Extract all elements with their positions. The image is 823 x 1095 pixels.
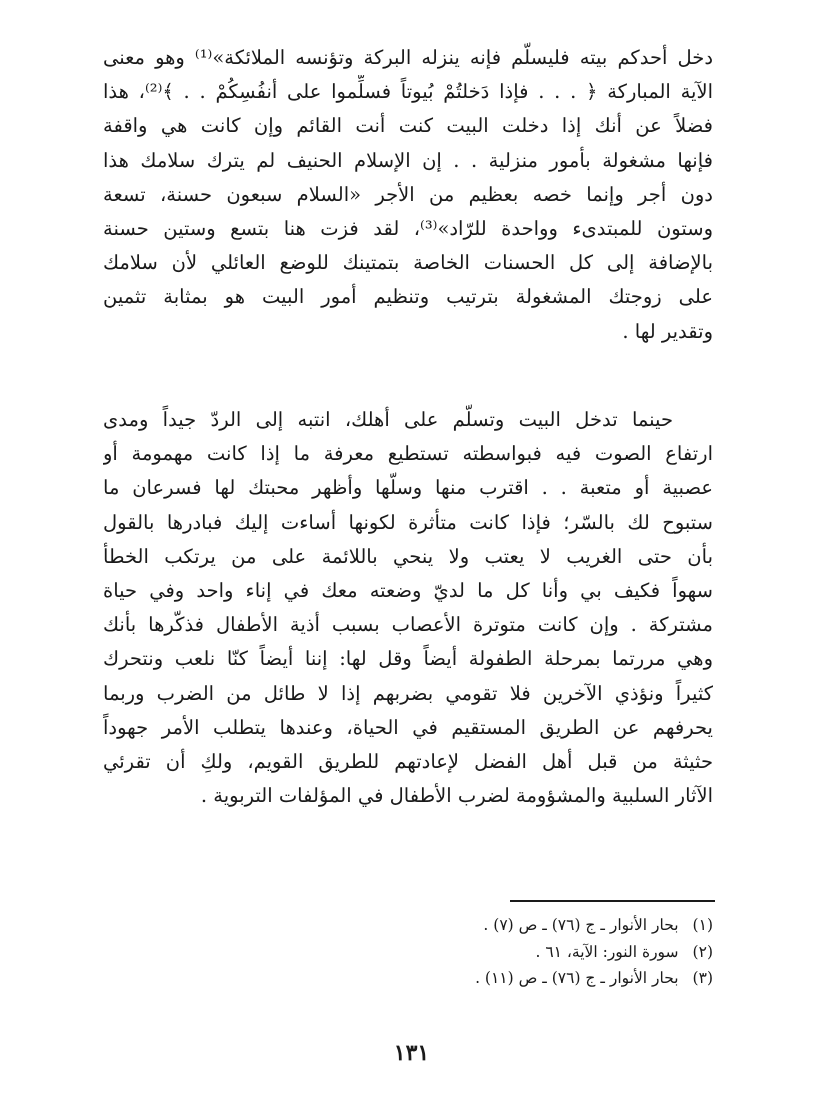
footnote-text: بحار الأنوار ـ ج (٧٦) ـ ص (١١) . (475, 969, 679, 987)
footnotes (313, 912, 713, 992)
footnote-text: بحار الأنوار ـ ج (٧٦) ـ ص (٧) . (483, 916, 679, 934)
text-line: ارتفاع الصوت فيه فبواسطته تستطيع معرفة ما إذا كانت مهمومة أو (103, 442, 713, 466)
text-line: بأن حتى الغريب لا يعتب ولا ينحي باللائمة على من يرتكب الخطأ (103, 544, 713, 568)
footnote-number: (٢) (692, 942, 713, 961)
text-line: دون أجر وإنما خصه بعظيم من الأجر «السلام سبعون حسنة، تسعة (103, 182, 713, 206)
text-line: على زوجتك المشغولة بترتيب وتنظيم أمور البيت هو بمثابة تثمين (103, 285, 713, 309)
text-line: يحرفهم عن الطريق المستقيم في الحياة، وعندها يتطلب الأمر جهوداً (103, 715, 713, 739)
paragraph-1 (103, 41, 713, 349)
text-line: فضلاً عن أنك إذا دخلت البيت كنت أنت القائم وإن كانت هي واقفة (103, 114, 713, 138)
text-line: دخل أحدكم بيته فليسلّم فإنه ينزله البركة وتؤنسه الملائكة»⁽¹⁾ وهو معنى (103, 46, 713, 69)
footnote-number: (١) (692, 916, 713, 934)
text-line: سهواً فكيف بي وأنا كل ما لديّ وضعته معك في إناء واحد وفي حياة (103, 578, 713, 602)
text-line: وتقدير لها . (622, 319, 713, 343)
text-line: كثيراً ونؤذي الآخرين فلا تقومي بضربهم إذا لا طائل من الضرب وربما (103, 681, 713, 705)
text-line: عصبية أو متعبة . . اقترب منها وسلّها وأظهر محبتك لها فسرعان ما (103, 476, 713, 500)
text-line: حينما تدخل البيت وتسلّم على أهلك، انتبه إلى الردّ جيداً ومدى (103, 408, 673, 431)
footnote-2 (313, 939, 713, 966)
footnote-number: (٣) (692, 969, 713, 987)
text-line: ستبوح لك بالسّر؛ فإذا كانت متأثرة لكونها أساءت إليك فبادرها بالقول (103, 510, 713, 534)
footnote-1 (313, 912, 713, 939)
footnote-divider (510, 900, 715, 902)
text-line: حثيثة من قبل أهل الفضل لإعادتهم للطريق القويم، ولكِ أن تقرئي (103, 749, 713, 773)
text-line: الآثار السلبية والمشؤومة لضرب الأطفال في المؤلفات التربوية . (200, 784, 713, 808)
footnote-text: سورة النور: الآية، ٦١ . (535, 942, 679, 961)
page-number: ١٣١ (393, 1040, 430, 1066)
footnote-3 (313, 965, 713, 992)
text-line: وهي مررتما بمرحلة الطفولة أيضاً وقل لها: إننا أيضاً كنّا نلعب ونتحرك (103, 647, 713, 671)
text-line: مشتركة . وإن كانت متوترة الأعصاب بسبب أذية الأطفال فذكّرها بأنك (103, 613, 713, 637)
text-line: الآية المباركة ﴿ . . . فإذا دَخلتُمْ بُيوتاً فسلِّموا على أنفُسِكُمْ . . ﴾⁽²⁾، هذا (103, 80, 713, 104)
paragraph-2 (103, 403, 713, 813)
text-line: بالإضافة إلى كل الحسنات الخاصة بتمتينك للوضع العائلي لأن سلامك (103, 251, 713, 275)
text-line: وستون للمبتدىء وواحدة للرّاد»⁽³⁾، لقد فزت هنا بتسع وستين حسنة (103, 216, 713, 240)
text-line: فإنها مشغولة بأمور منزلية . . إن الإسلام الحنيف لم يترك سلامك هذا (103, 148, 713, 172)
